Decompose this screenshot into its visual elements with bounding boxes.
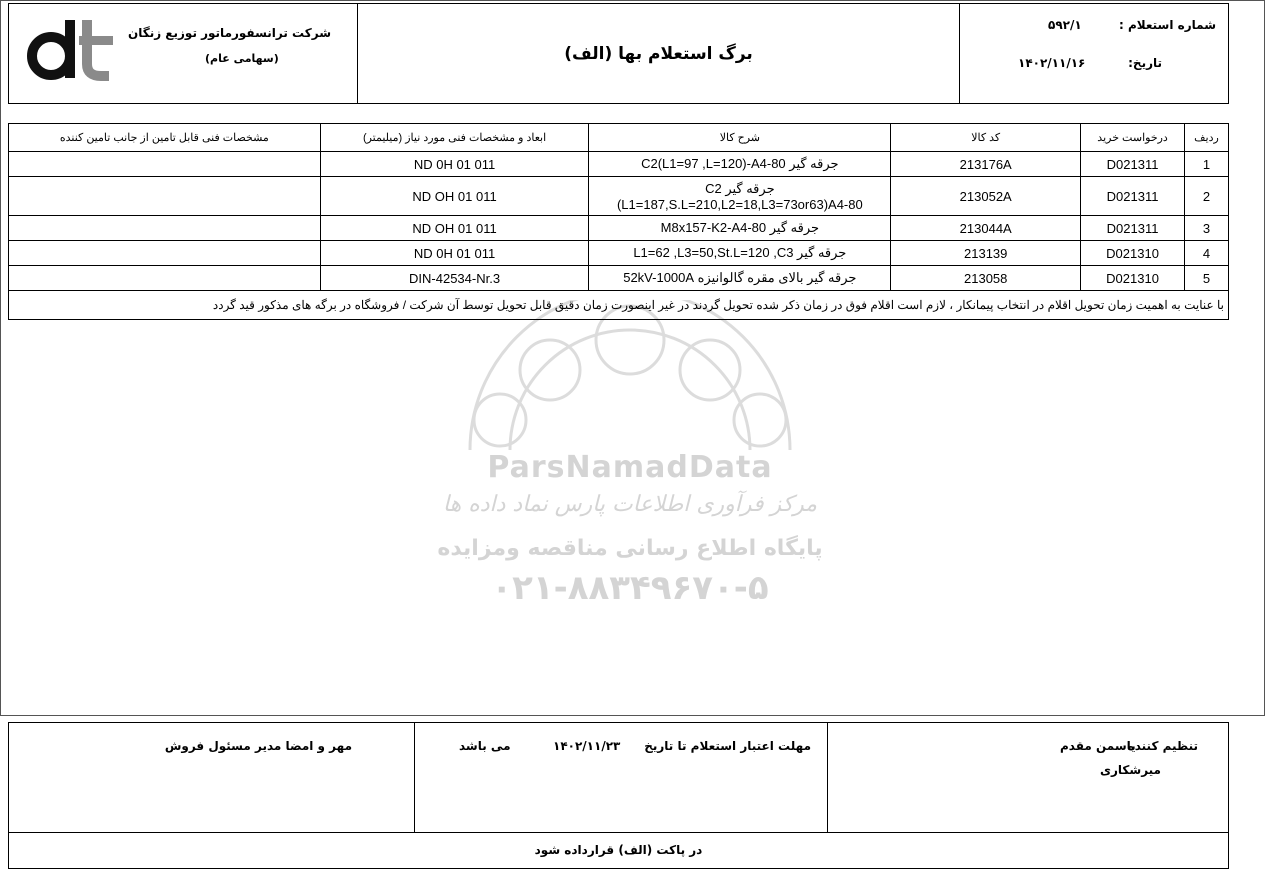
cell-row: 1 — [1185, 152, 1229, 177]
col-header-dimensions: ابعاد و مشخصات فنی مورد نیاز (میلیمتر) — [320, 124, 589, 152]
delivery-note: با عنایت به اهمیت زمان تحویل اقلام در انتخاب پیمانکار ، لازم است اقلام فوق در زمان ذکر شده تحویل گردند در غیر اینصورت زمان دقیق قابل تحویل توسط آن شرکت / فروشگاه در برگه های مذکور قید گردد — [9, 291, 1229, 320]
watermark-phone: ۰۲۱-۸۸۳۴۹۶۷۰-۵ — [491, 568, 769, 608]
document-header — [8, 3, 1229, 104]
cell-code: 213139 — [891, 241, 1081, 266]
company-name: شرکت ترانسفورماتور توزیع زنگان — [127, 26, 331, 40]
validity-date: ۱۴۰۲/۱۱/۲۳ — [553, 739, 621, 753]
packet-note: در پاکت (الف) قرارداده شود — [534, 843, 703, 857]
validity-label: مهلت اعتبار استعلام تا تاریخ — [644, 739, 811, 753]
company-logo — [25, 16, 121, 82]
table-header-row — [9, 124, 1229, 152]
inquiry-number-label: شماره استعلام : — [1119, 18, 1216, 32]
cell-dimensions: ND OH 01 011 — [320, 216, 589, 241]
cell-code: 213176A — [891, 152, 1081, 177]
cell-request: D021311 — [1081, 152, 1185, 177]
cell-row: 3 — [1185, 216, 1229, 241]
cell-description: جرقه گیر M8x157-K2-A4-80 — [589, 216, 891, 241]
validity-suffix: می باشد — [459, 739, 511, 753]
watermark-line1: مرکز فرآوری اطلاعات پارس نماد داده ها — [442, 492, 818, 517]
inquiry-number: ۵۹۲/۱ — [1048, 18, 1082, 32]
cell-supplier-specs — [9, 241, 321, 266]
cell-request: D021310 — [1081, 241, 1185, 266]
preparer-section — [828, 723, 1228, 832]
cell-supplier-specs — [9, 177, 321, 216]
inquiry-info-section — [960, 4, 1228, 103]
description-line2: (L1=187,S.L=210,L2=18,L3=73or63)A4-80 — [616, 196, 863, 212]
table-row — [9, 266, 1229, 291]
cell-row: 2 — [1185, 177, 1229, 216]
validity-section — [415, 723, 828, 832]
cell-request: D021311 — [1081, 177, 1185, 216]
cell-dimensions: DIN-42534-Nr.3 — [320, 266, 589, 291]
cell-description: جرقه گیر L1=62 ,L3=50,St.L=120 ,C3 — [589, 241, 891, 266]
cell-request: D021310 — [1081, 266, 1185, 291]
table-row — [9, 216, 1229, 241]
cell-description: جرقه گیر C2(L1=97 ,L=120)-A4-80 — [589, 152, 891, 177]
cell-supplier-specs — [9, 216, 321, 241]
col-header-description: شرح کالا — [589, 124, 891, 152]
company-type: (سهامی عام) — [205, 52, 279, 65]
col-header-supplier-specs: مشخصات فنی قابل تامین از جانب تامین کننده — [9, 124, 321, 152]
packet-section — [9, 832, 1228, 868]
table-row — [9, 241, 1229, 266]
cell-code: 213052A — [891, 177, 1081, 216]
items-table — [8, 123, 1229, 320]
table-row — [9, 177, 1229, 216]
date-label: تاریخ: — [1128, 56, 1162, 70]
preparer-label: تنظیم کننده — [1127, 739, 1198, 753]
col-header-request: درخواست خرید — [1081, 124, 1185, 152]
title-section — [358, 4, 960, 103]
cell-row: 5 — [1185, 266, 1229, 291]
inquiry-date: ۱۴۰۲/۱۱/۱۶ — [1018, 56, 1086, 70]
cell-description: جرقه گیر بالای مقره گالوانیزه 52kV-1000A — [589, 266, 891, 291]
cell-supplier-specs — [9, 152, 321, 177]
watermark-line2: پایگاه اطلاع رسانی مناقصه ومزایده — [437, 536, 823, 561]
cell-dimensions: ND 0H 01 011 — [320, 241, 589, 266]
document-footer — [8, 722, 1229, 869]
preparer-name: یاسمن مقدم — [1060, 739, 1136, 753]
table-note-row — [9, 291, 1229, 320]
company-section — [9, 4, 358, 103]
cell-row: 4 — [1185, 241, 1229, 266]
signature-label: مهر و امضا مدیر مسئول فروش — [164, 739, 352, 753]
cell-supplier-specs — [9, 266, 321, 291]
cell-dimensions: ND OH 01 011 — [320, 177, 589, 216]
description-line1: جرقه گیر C2 — [705, 180, 775, 196]
col-header-row: ردیف — [1185, 124, 1229, 152]
col-header-code: کد کالا — [891, 124, 1081, 152]
table-row — [9, 152, 1229, 177]
cell-description — [589, 177, 891, 216]
cell-dimensions: ND 0H 01 011 — [320, 152, 589, 177]
watermark-brand: ParsNamadData — [487, 450, 773, 485]
cell-code: 213044A — [891, 216, 1081, 241]
cell-code: 213058 — [891, 266, 1081, 291]
signature-section — [9, 723, 415, 832]
cell-request: D021311 — [1081, 216, 1185, 241]
preparer-surname: میرشکاری — [1100, 763, 1161, 777]
document-title: برگ استعلام بها (الف) — [564, 44, 753, 64]
